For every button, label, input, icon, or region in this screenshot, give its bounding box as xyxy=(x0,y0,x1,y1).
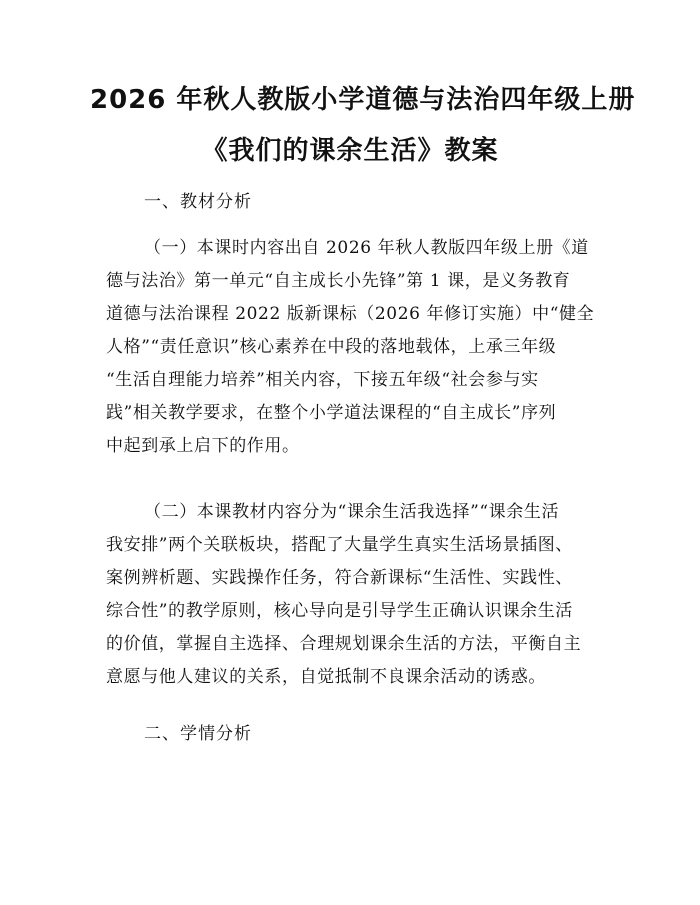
document-title-line-2: 《我们的课余生活》教案 xyxy=(201,136,499,166)
paragraph-line: 的价值，掌握自主选择、合理规划课余生活的方法，平衡自主 xyxy=(106,634,582,654)
section-heading-student-analysis: 二、学情分析 xyxy=(144,724,252,744)
paragraph-line: “生活自理能力培养”相关内容，下接五年级“社会参与实 xyxy=(106,370,539,390)
paragraph-line: 意愿与他人建议的关系，自觉抵制不良课余活动的诱惑。 xyxy=(106,667,546,687)
paragraph-line: （二）本课教材内容分为“课余生活我选择”“课余生活 xyxy=(144,502,560,522)
paragraph-line: 德与法治》第一单元“自主成长小先锋”第 1 课，是义务教育 xyxy=(106,271,571,291)
paragraph-line: （一）本课时内容出自 2026 年秋人教版四年级上册《道 xyxy=(144,238,589,258)
document-title-line-1: 2026 年秋人教版小学道德与法治四年级上册 xyxy=(90,85,636,115)
paragraph-line: 综合性”的教学原则，核心导向是引导学生正确认识课余生活 xyxy=(106,601,573,621)
section-heading-textbook-analysis: 一、教材分析 xyxy=(144,192,252,212)
paragraph-content-source xyxy=(106,232,606,463)
paragraph-line: 我安排”两个关联板块，搭配了大量学生真实生活场景插图、 xyxy=(106,535,573,555)
paragraph-line: 中起到承上启下的作用。 xyxy=(106,436,300,456)
paragraph-line: 人格”“责任意识”核心素养在中段的落地载体，上承三年级 xyxy=(106,337,557,357)
paragraph-line: 践”相关教学要求，在整个小学道法课程的“自主成长”序列 xyxy=(106,403,557,423)
paragraph-line: 案例辨析题、实践操作任务，符合新课标“生活性、实践性、 xyxy=(106,568,573,588)
paragraph-content-structure xyxy=(106,496,606,694)
paragraph-line: 道德与法治课程 2022 版新课标（2026 年修订实施）中“健全 xyxy=(106,304,595,324)
